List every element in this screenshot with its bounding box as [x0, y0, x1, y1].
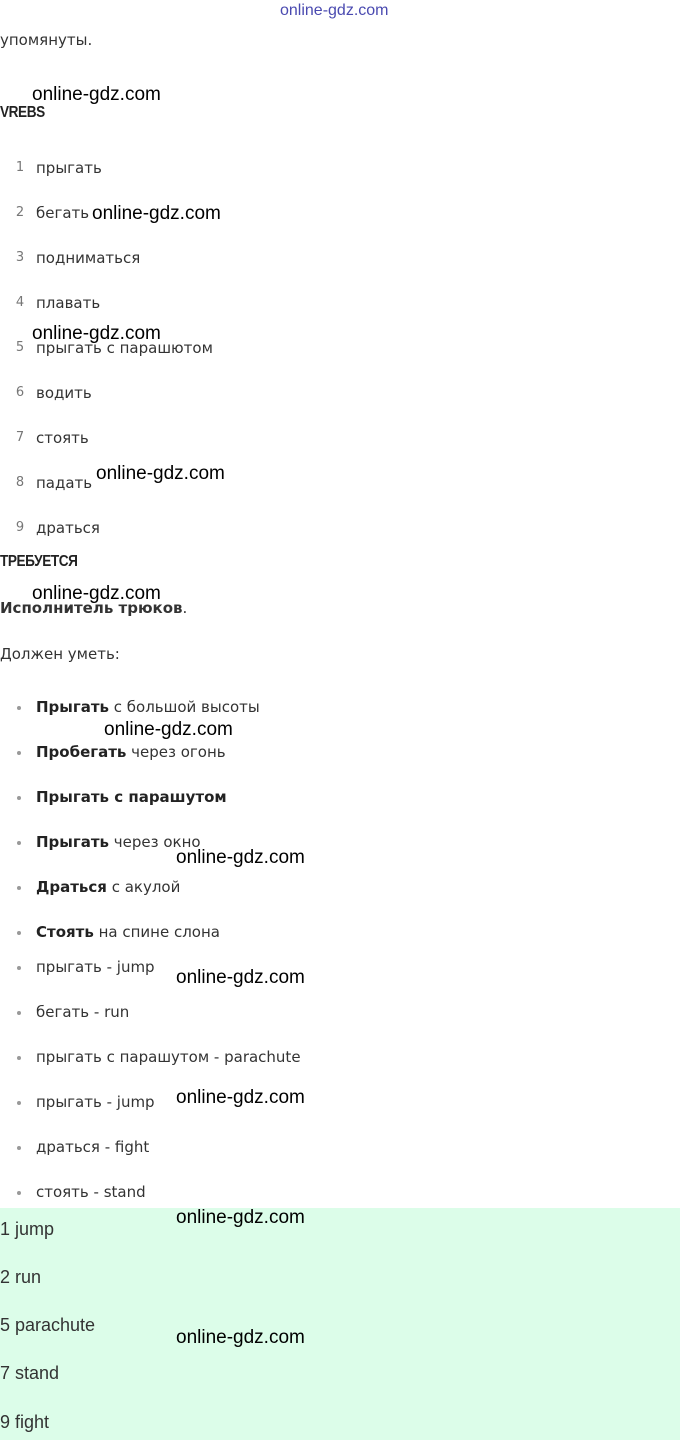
list-item-text: прыгать с парашутом - parachute: [36, 1048, 301, 1066]
job-title-punct: .: [182, 599, 188, 617]
skill-rest: через окно: [109, 833, 201, 851]
skill-rest: через огонь: [126, 743, 226, 761]
list-item-text: [36, 742, 226, 762]
answer-item: 7 stand: [0, 1363, 60, 1383]
skill-bold: Прыгать с парашутом: [36, 788, 227, 806]
list-item-text: [36, 877, 180, 897]
bullet-icon: [17, 1011, 21, 1015]
bullet-icon: [17, 1101, 21, 1105]
answer-box: [0, 1208, 680, 1440]
job-title: Исполнитель трюков: [0, 599, 183, 617]
required-heading: ТРЕБУЕТСЯ: [0, 553, 78, 570]
bullet-icon: [17, 886, 21, 890]
list-item-text: [36, 787, 227, 807]
list-item-number: 8: [15, 475, 25, 490]
verbs-heading: VREBS: [0, 104, 45, 121]
intro-tail-text: упомянуты.: [0, 31, 93, 49]
bullet-icon: [17, 931, 21, 935]
bullet-icon: [17, 1146, 21, 1150]
watermark: online-gdz.com: [32, 583, 161, 604]
list-item-text: стоять: [36, 429, 89, 447]
skill-bold: Прыгать: [36, 698, 109, 716]
list-item-number: 4: [15, 295, 25, 310]
list-item-number: 2: [15, 205, 25, 220]
watermark: online-gdz.com: [176, 967, 305, 988]
list-item-text: стоять - stand: [36, 1183, 146, 1201]
answer-item: 1 jump: [0, 1219, 55, 1239]
bullet-icon: [17, 966, 21, 970]
list-item-text: подниматься: [36, 249, 141, 267]
list-item-text: [36, 922, 220, 942]
list-item-text: падать: [36, 474, 93, 492]
bullet-icon: [17, 796, 21, 800]
watermark: online-gdz.com: [176, 1327, 305, 1348]
watermark: online-gdz.com: [92, 203, 221, 224]
list-item-text: драться - fight: [36, 1138, 150, 1156]
list-item-text: прыгать - jump: [36, 1093, 155, 1111]
list-item-number: 6: [15, 385, 25, 400]
list-item-text: прыгать с парашютом: [36, 339, 213, 357]
watermark: online-gdz.com: [176, 847, 305, 868]
watermark: online-gdz.com: [32, 323, 161, 344]
watermark: online-gdz.com: [104, 719, 233, 740]
bullet-icon: [17, 706, 21, 710]
answer-item: 5 parachute: [0, 1315, 96, 1335]
skill-bold: Прыгать: [36, 833, 109, 851]
bullet-icon: [17, 1056, 21, 1060]
list-item-number: 7: [15, 430, 25, 445]
list-item-text: плавать: [36, 294, 101, 312]
list-item-number: 3: [15, 250, 25, 265]
watermark: online-gdz.com: [32, 84, 161, 105]
list-item-text: бегать: [36, 204, 90, 222]
watermark: online-gdz.com: [96, 463, 225, 484]
list-item-text: прыгать: [36, 159, 102, 177]
must-be-able-text: Должен уметь:: [0, 645, 120, 663]
skill-rest: с акулой: [106, 878, 181, 896]
list-item-text: водить: [36, 384, 92, 402]
list-item-text: [36, 697, 260, 717]
skill-bold: Драться: [36, 878, 107, 896]
list-item-text: драться: [36, 519, 100, 537]
bullet-icon: [17, 841, 21, 845]
skill-bold: Пробегать: [36, 743, 127, 761]
answer-item: 2 run: [0, 1267, 42, 1287]
skill-bold: Стоять: [36, 923, 94, 941]
bullet-icon: [17, 751, 21, 755]
skill-rest: на спине слона: [93, 923, 220, 941]
list-item-text: бегать - run: [36, 1003, 130, 1021]
watermark: online-gdz.com: [176, 1207, 305, 1228]
list-item-number: 5: [15, 340, 25, 355]
list-item-text: прыгать - jump: [36, 958, 155, 976]
list-item-number: 1: [15, 160, 25, 175]
answer-item: 9 fight: [0, 1412, 50, 1432]
list-item-number: 9: [15, 520, 25, 535]
watermark: online-gdz.com: [176, 1087, 305, 1108]
top-watermark: online-gdz.com: [280, 2, 389, 19]
skill-rest: с большой высоты: [109, 698, 260, 716]
bullet-icon: [17, 1191, 21, 1195]
